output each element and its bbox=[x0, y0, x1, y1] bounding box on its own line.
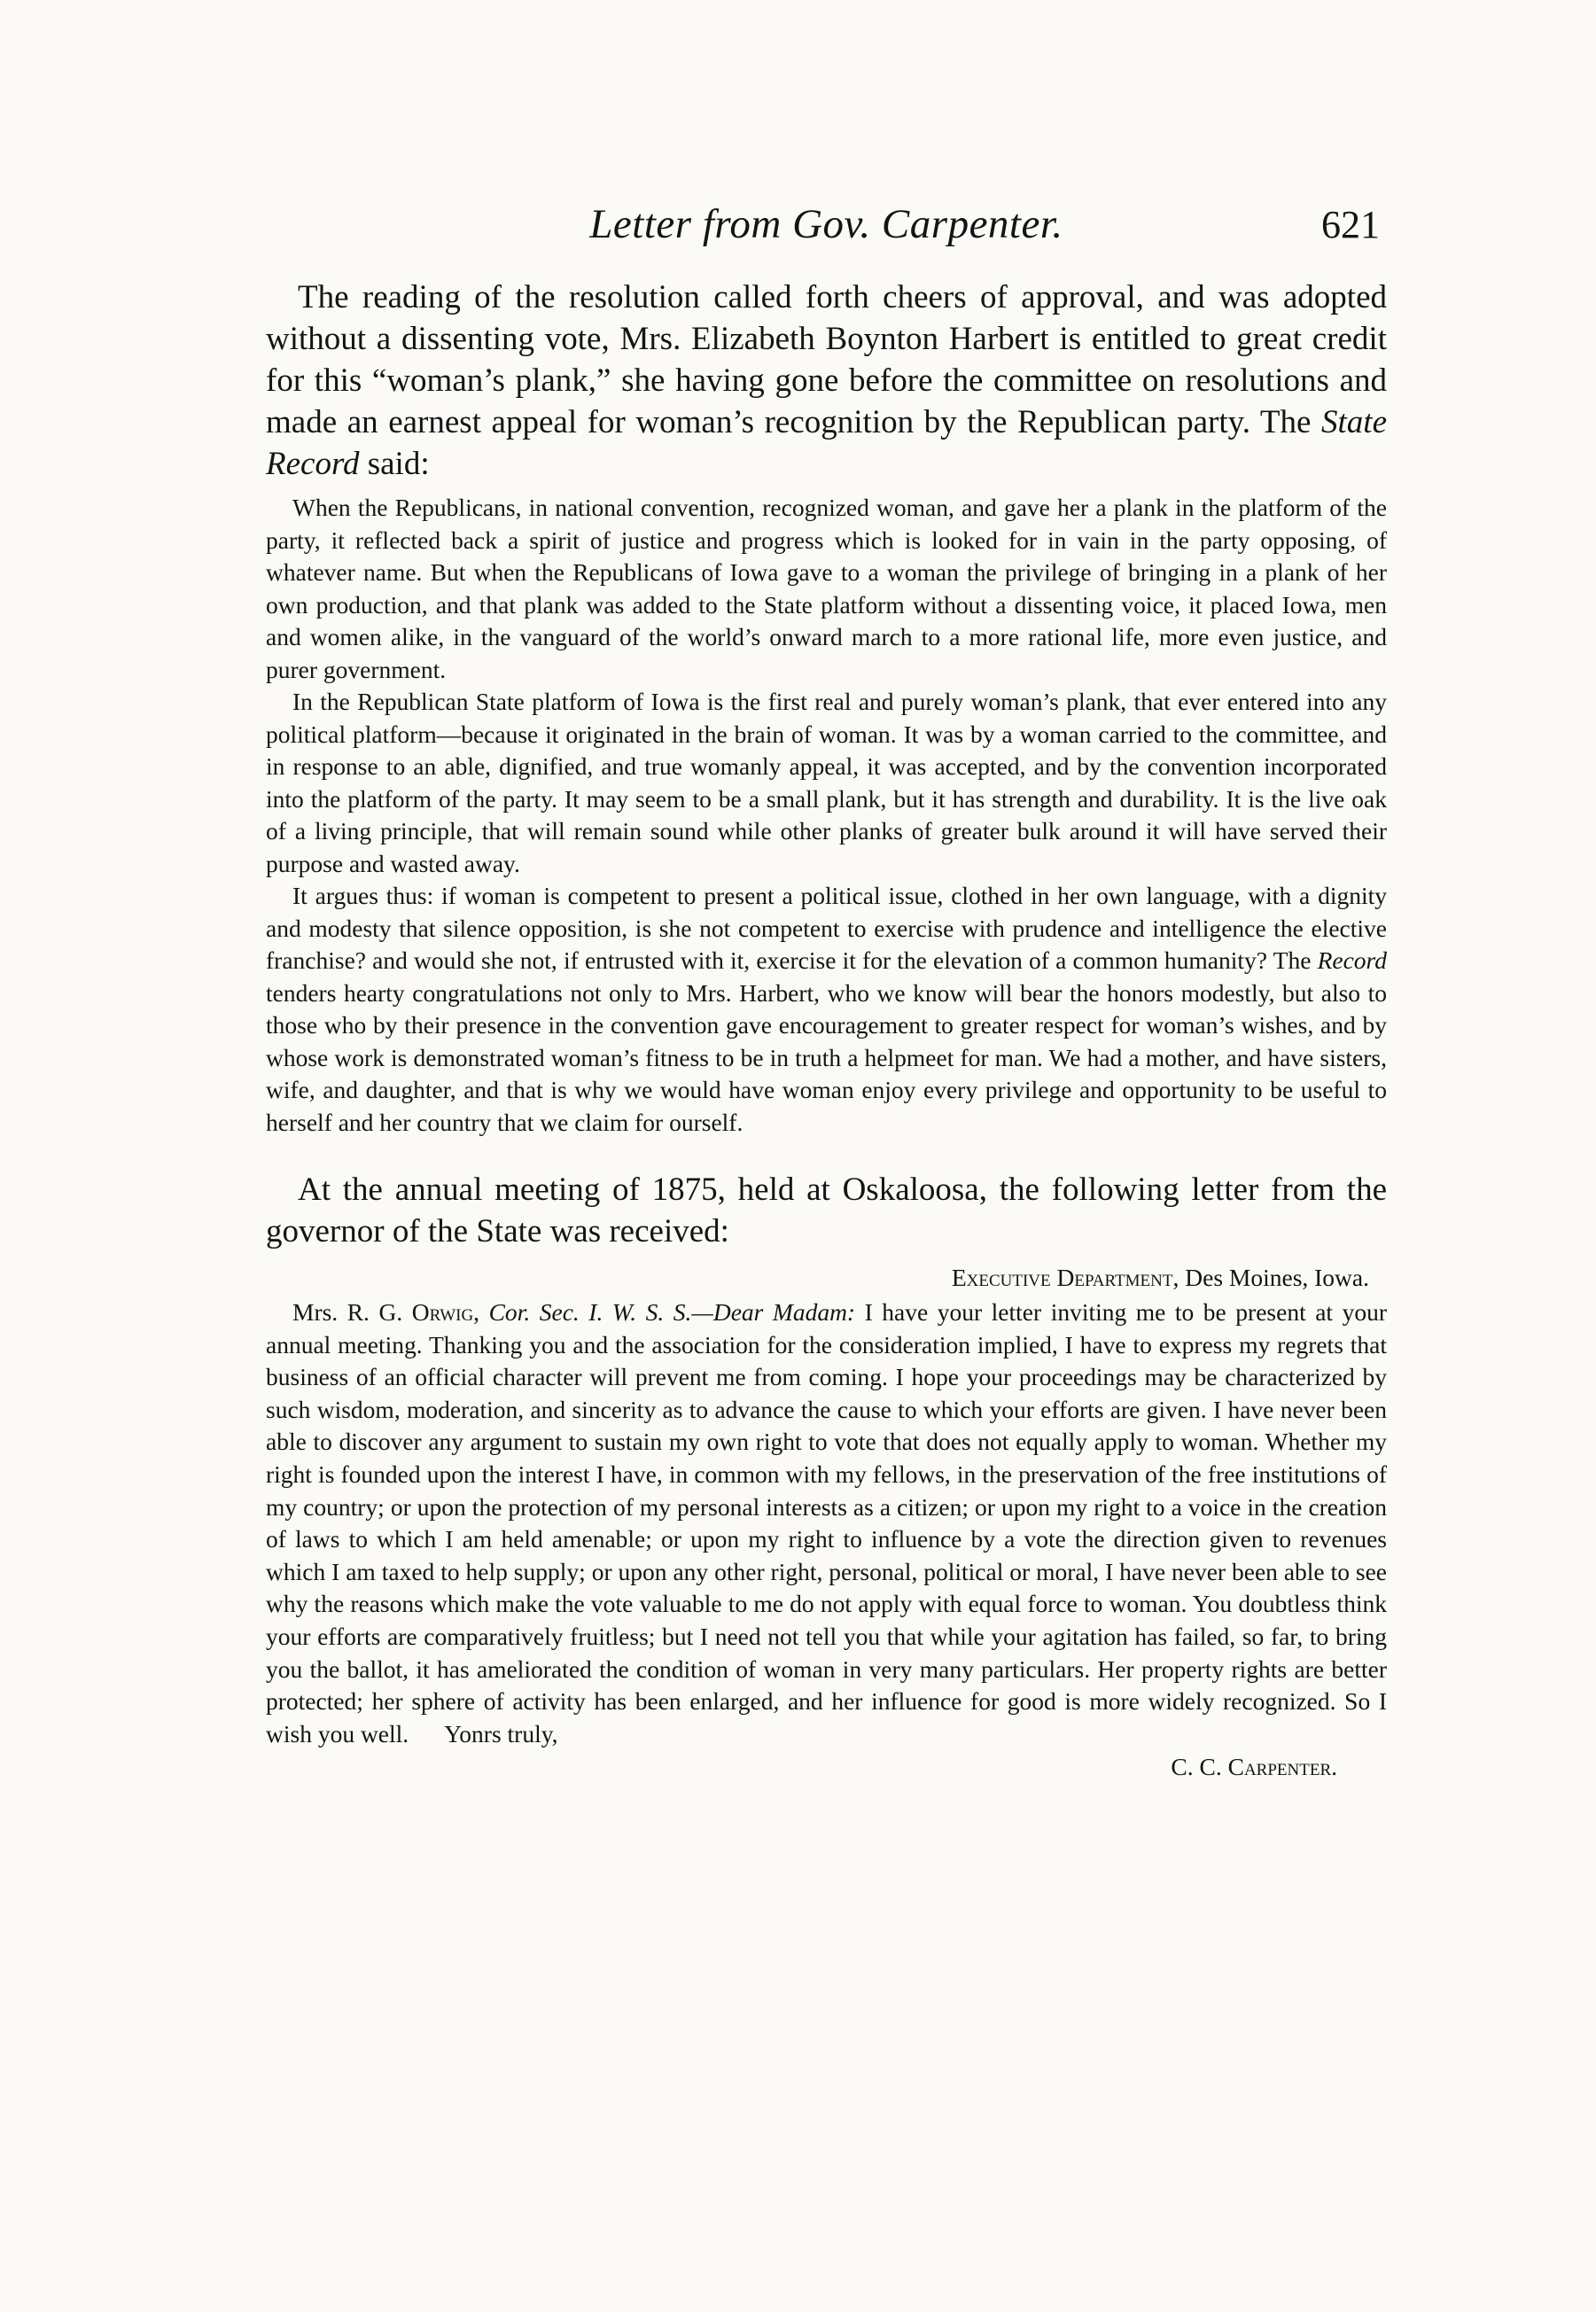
letter-dateline bbox=[266, 1261, 1387, 1295]
letter-text: I have your letter inviting me to be present at your annual meeting. Thanking you and the association for the consideration implied, I have to express my regrets that business of an official character will prevent me from coming. I hope your proceedings may be characterized by such wisdom, moderation, and sincerity as to advance the cause to which your efforts are given. I have never been able to discover any argument to sustain my own right to vote that does not equally apply to woman. Whether my right is founded upon the interest I have, in common with my fellows, in the preservation of the free institutions of my country; or upon the protection of my personal interests as a citizen; or upon my right to a voice in the creation of laws to which I am held amenable; or upon my right to influence by a vote the direction given to revenues which I am taxed to help supply; or upon any other right, personal, political or moral, I have never been able to see why the reasons which make the vote valuable to me do not apply with equal force to woman. You doubtless think your efforts are comparatively fruitless; but I need not tell you that while your agitation has failed, so far, to bring you the ballot, it has ameliorated the condition of woman in very many particulars. Her property rights are better protected; her sphere of activity has been enlarged, and her influence for good is more widely recognized. So I wish you well. bbox=[266, 1298, 1387, 1748]
quote-paragraph-3-end: tenders hearty congratulations not only to Mrs. Harbert, who we know will bear the honors modestly, but also to those who by their presence in the convention gave encouragement to greater respect for woman’s wishes, and by whose work is demonstrated woman’s fitness to be in truth a helpmeet for man. We had a mother, and have sisters, wife, and daughter, and that is why we would have woman enjoy every privilege and opportunity to be useful to herself and her country that we claim for ourself. bbox=[266, 978, 1387, 1136]
quote-paragraph-3-start: It argues thus: if woman is competent to present a political issue, clothed in her own language, with a dignity and modesty that silence opposition, is she not competent to exercise with prudence and intelligence the elective franchise? and would she not, if entrusted with it, exercise it for the elevation of a common humanity? The bbox=[266, 882, 1387, 974]
addressee-name: Orwig, bbox=[411, 1298, 480, 1326]
book-page bbox=[266, 177, 1387, 2180]
letter-body bbox=[266, 1296, 1387, 1750]
quote-paragraph-2: In the Republican State platform of Iowa is the first real and purely woman’s plank, that ever entered into any political platform—because it originated in the brain of woman. It was by a woman carried to the committee, and in response to an able, dignified, and true womanly appeal, it was accepted, and by the convention incorporated into the platform of the party. It may seem to be a small plank, but it has strength and durability. It is the live oak of a living principle, that will remain sound while other planks of greater bulk around it will have served their purpose and wasted away. bbox=[266, 688, 1387, 877]
intro-after-source: said: bbox=[359, 446, 430, 482]
addressee-title: Cor. Sec. I. W. S. S.—Dear Madam: bbox=[479, 1298, 856, 1326]
running-head bbox=[266, 177, 1387, 257]
quote-paragraph-1: When the Republicans, in national convention, recognized woman, and gave her a plank in the platform of the party, it reflected back a spirit of justice and progress which is looked for in vain in the party opposing, of whatever name. But when the Republicans of Iowa gave to a woman the privilege of bringing in a plank of her own production, and that plank was added to the State platform without a dissenting voice, it placed Iowa, men and women alike, in the vanguard of the world’s onward march to a more rational life, more even justice, and purer government. bbox=[266, 494, 1387, 683]
dateline-place: Des Moines, Iowa. bbox=[1179, 1264, 1369, 1291]
intro-paragraph bbox=[266, 276, 1387, 485]
quote-paragraph-3 bbox=[266, 880, 1387, 1139]
intro-source-title: State Record bbox=[266, 404, 1387, 482]
letter-signature: C. C. Carpenter. bbox=[1171, 1753, 1337, 1781]
page-number: 621 bbox=[1321, 203, 1380, 246]
running-title: Letter from Gov. Carpenter. bbox=[589, 201, 1063, 247]
quote-record-title: Record bbox=[1317, 946, 1387, 974]
intro-text: The reading of the resolution called forth cheers of approval, and was adopted without a dissenting vote, Mrs. Elizabeth Boynton Harbert is entitled to great credit for this “woman’s plank,” she having gone before the committee on resolutions and made an earnest appeal for woman’s recognition by the Republican party. The bbox=[266, 279, 1387, 440]
dateline-department: Executive Department, bbox=[951, 1264, 1179, 1291]
addressee-prefix: Mrs. R. G. bbox=[292, 1298, 412, 1326]
letter-closing: Yonrs truly, bbox=[444, 1719, 558, 1748]
block-quote bbox=[266, 492, 1387, 1139]
transition-paragraph: At the annual meeting of 1875, held at Oskaloosa, the following letter from the governor of the State was received: bbox=[266, 1172, 1387, 1249]
